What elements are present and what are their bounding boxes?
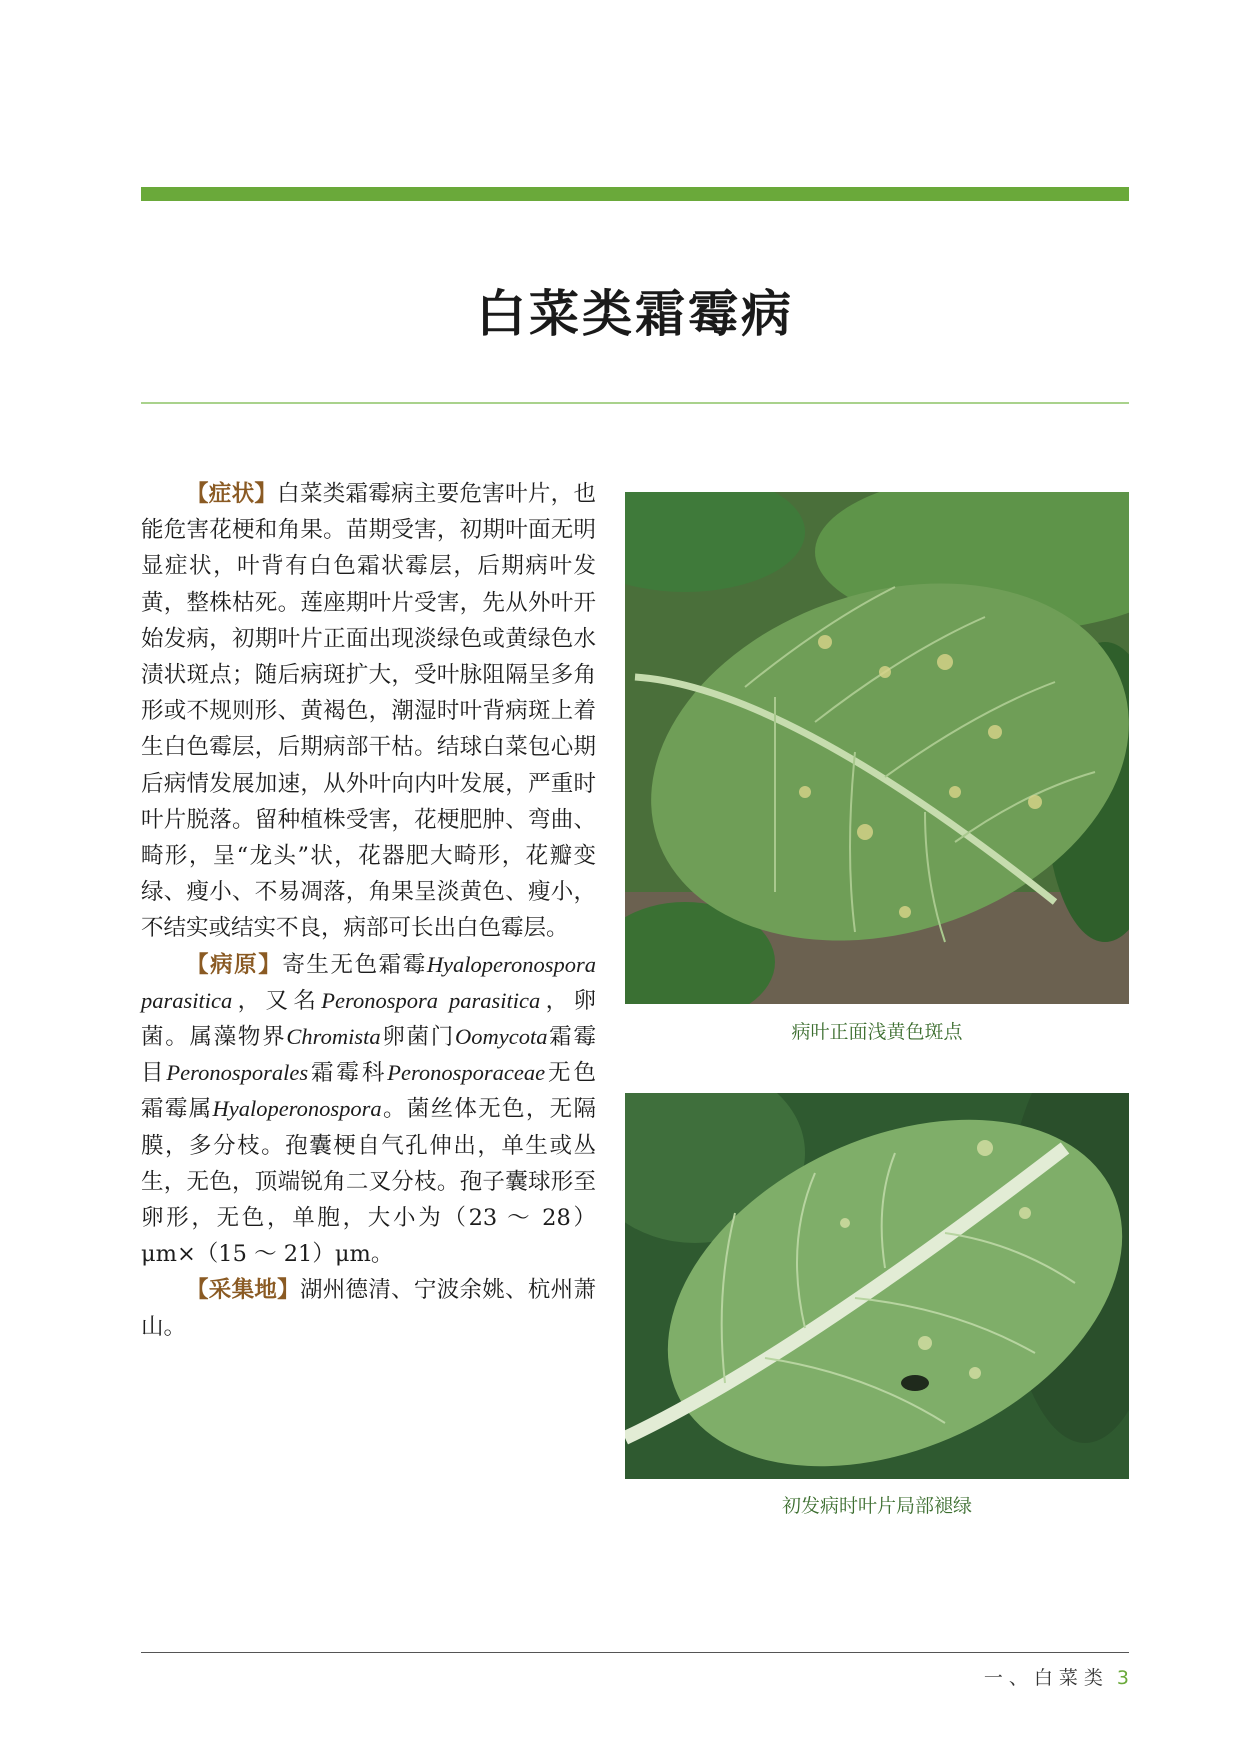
leaf-photo-yellow-spots <box>625 492 1129 1004</box>
photo-caption: 初发病时叶片局部褪绿 <box>781 1495 972 1517</box>
pathogen-text: 霜霉科 <box>308 1060 388 1087</box>
symptoms-paragraph <box>141 476 596 947</box>
page-title: 白菜类霜霉病 <box>476 284 794 343</box>
pathogen-text: 。菌丝体无色，无隔膜，多分枝。孢囊梗自气孔伸出，单生或丛生，无色，顶端锐角二叉分枝。孢子囊球形至卵形，无色，单胞，大小为（23 ～ 28）μm×（15 ～ 21）μm。 <box>141 1096 596 1268</box>
footer-section-label: 一、白菜类 <box>983 1667 1109 1689</box>
symptoms-text: 白菜类霜霉病主要危害叶片，也能危害花梗和角果。苗期受害，初期叶面无明显症状，叶背有白色霜状霉层，后期病叶发黄，整株枯死。莲座期叶片受害，先从外叶开始发病，初期叶片正面出现淡绿色或黄绿色水渍状斑点；随后病斑扩大，受叶脉阻隔呈多角形或不规则形、黄褐色，潮湿时叶背病斑上着生白色霉层，后期病部干枯。结球白菜包心期后病情发展加速，从外叶向内叶发展，严重时叶片脱落。留种植株受害，花梗肥肿、弯曲、畸形，呈“龙头”状，花器肥大畸形，花瓣变绿、瘦小、不易凋落，角果呈淡黄色、瘦小，不结实或结实不良，病部可长出白色霉层。 <box>141 481 596 942</box>
location-paragraph <box>141 1272 596 1344</box>
pathogen-tag: 【病原】 <box>186 951 283 978</box>
pathogen-paragraph <box>141 947 596 1273</box>
header-accent-bar <box>141 187 1129 201</box>
page-number: 3 <box>1116 1667 1129 1689</box>
pathogen-text: 霜霉目 <box>141 1024 596 1087</box>
latin-name: Hyaloperonospora parasitica <box>141 951 596 1013</box>
leaf-photo-illustration <box>625 1093 1129 1479</box>
footer-divider <box>141 1652 1129 1653</box>
latin-name: Hyaloperonospora <box>212 1096 382 1122</box>
title-divider <box>141 402 1129 404</box>
latin-name: Peronospora parasitica <box>321 987 541 1013</box>
latin-name: Chromista <box>286 1024 381 1050</box>
location-tag: 【采集地】 <box>186 1277 300 1304</box>
leaf-photo-chlorosis <box>625 1093 1129 1479</box>
pathogen-text: ，卵菌。属藻物界 <box>141 987 596 1051</box>
leaf-photo-illustration <box>625 492 1129 1004</box>
pathogen-text: 卵菌门 <box>380 1024 456 1051</box>
location-text: 湖州德清、宁波余姚、杭州萧山。 <box>141 1277 596 1340</box>
pathogen-text: 寄生无色霜霉 <box>282 951 427 978</box>
pathogen-text: 无色霜霉属 <box>141 1060 596 1123</box>
latin-name: Oomycota <box>455 1024 548 1050</box>
article-body <box>141 476 596 1345</box>
latin-name: Peronosporaceae <box>387 1060 546 1086</box>
pathogen-text: ，又名 <box>232 987 322 1014</box>
photo-caption: 病叶正面浅黄色斑点 <box>791 1021 963 1043</box>
symptoms-tag: 【症状】 <box>186 481 278 507</box>
latin-name: Peronosporales <box>166 1060 309 1086</box>
page-footer <box>984 1663 1129 1690</box>
